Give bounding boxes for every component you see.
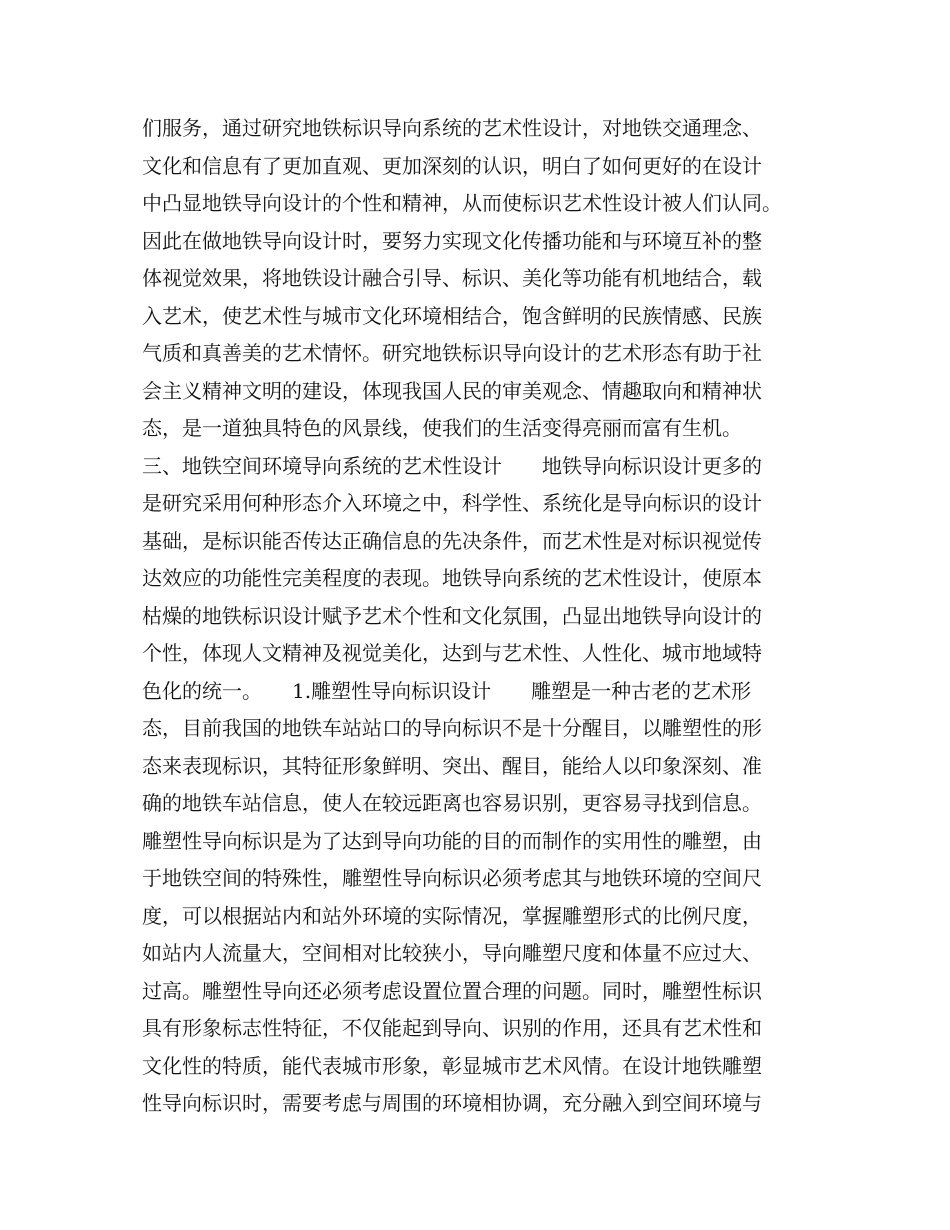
text-line: 基础，是标识能否传达正确信息的先决条件，而艺术性是对标识视觉传 bbox=[142, 528, 762, 553]
text-line: 具有形象标志性特征，不仅能起到导向、识别的作用，还具有艺术性和 bbox=[142, 1016, 762, 1040]
text-line: 是研究采用何种形态介入环境之中，科学性、系统化是导向标识的设计 bbox=[142, 491, 762, 515]
text-line: 过高。雕塑性导向还必须考虑设置位置合理的问题。同时，雕塑性标识 bbox=[142, 978, 762, 1003]
text-line: 气质和真善美的艺术情怀。研究地铁标识导向设计的艺术形态有助于社 bbox=[142, 341, 762, 365]
text-line: 们服务，通过研究地铁标识导向系统的艺术性设计，对地铁交通理念、 bbox=[142, 116, 762, 140]
text-line: 因此在做地铁导向设计时，要努力实现文化传播功能和与环境互补的整 bbox=[142, 228, 762, 253]
text-line: 态，目前我国的地铁车站站口的导向标识不是十分醒目，以雕塑性的形 bbox=[142, 716, 762, 740]
text-line: 文化性的特质，能代表城市形象，彰显城市艺术风情。在设计地铁雕塑 bbox=[142, 1053, 762, 1078]
text-line: 确的地铁车站信息，使人在较远距离也容易识别，更容易寻找到信息。 bbox=[142, 791, 762, 815]
text-line: 中凸显地铁导向设计的个性和精神，从而使标识艺术性设计被人们认同。 bbox=[142, 191, 782, 215]
text-line: 态来表现标识，其特征形象鲜明、突出、醒目，能给人以印象深刻、准 bbox=[142, 753, 762, 778]
text-line: 于地铁空间的特殊性，雕塑性导向标识必须考虑其与地铁环境的空间尺 bbox=[142, 866, 762, 890]
text-line: 枯燥的地铁标识设计赋予艺术个性和文化氛围，凸显出地铁导向设计的 bbox=[142, 603, 762, 628]
text-line: 度，可以根据站内和站外环境的实际情况，掌握雕塑形式的比例尺度， bbox=[142, 903, 762, 928]
section-heading-line: 三、地铁空间环境导向系统的艺术性设计 地铁导向标识设计更多的 bbox=[142, 453, 762, 478]
text-line: 个性，体现人文精神及视觉美化，达到与艺术性、人性化、城市地域特 bbox=[142, 641, 762, 665]
text-line: 体视觉效果，将地铁设计融合引导、标识、美化等功能有机地结合，载 bbox=[142, 266, 762, 290]
subsection-heading-line: 色化的统一。 1.雕塑性导向标识设计 雕塑是一种古老的艺术形 bbox=[142, 678, 752, 703]
text-line: 雕塑性导向标识是为了达到导向功能的目的而制作的实用性的雕塑，由 bbox=[142, 828, 762, 853]
text-line: 入艺术，使艺术性与城市文化环境相结合，饱含鲜明的民族情感、民族 bbox=[142, 303, 762, 328]
text-line: 文化和信息有了更加直观、更加深刻的认识，明白了如何更好的在设计 bbox=[142, 153, 762, 178]
text-line: 性导向标识时，需要考虑与周围的环境相协调，充分融入到空间环境与 bbox=[142, 1091, 762, 1115]
text-line: 如站内人流量大，空间相对比较狭小，导向雕塑尺度和体量不应过大、 bbox=[142, 941, 762, 965]
body-text bbox=[142, 110, 832, 1123]
text-line: 态，是一道独具特色的风景线，使我们的生活变得亮丽而富有生机。 bbox=[142, 416, 742, 440]
text-line: 会主义精神文明的建设，体现我国人民的审美观念、情趣取向和精神状 bbox=[142, 378, 762, 403]
text-line: 达效应的功能性完美程度的表现。地铁导向系统的艺术性设计，使原本 bbox=[142, 566, 762, 590]
